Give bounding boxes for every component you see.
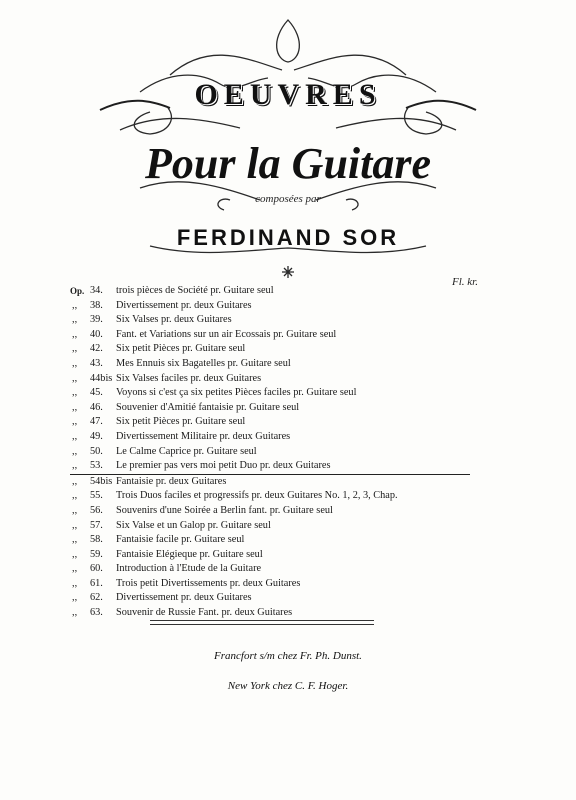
catalogue-entry: [70, 415, 470, 430]
catalogue-entry: [70, 489, 470, 504]
work-entry-title: Mes Ennuis six Bagatelles pr. Guitare seul: [116, 357, 291, 369]
catalogue-entry: [70, 548, 470, 563]
price-mark: Fl. kr.: [452, 276, 478, 288]
ditto-marker: ,,: [72, 430, 78, 442]
work-entry-title: Souvenier d'Amitié fantaisie pr. Guitare seul: [116, 401, 300, 413]
work-entry-title: Six Valse et un Galop pr. Guitare seul: [116, 519, 271, 531]
opus-number: 59.: [90, 548, 103, 560]
work-entry-title: Six Valses pr. deux Guitares: [116, 314, 232, 326]
catalogue-entry: [70, 342, 470, 357]
opus-number: 60.: [90, 563, 103, 575]
opus-number: 47.: [90, 416, 103, 428]
ditto-marker: ,,: [72, 357, 78, 369]
catalogue-entry: [70, 328, 470, 343]
work-entry-title: Trois Duos faciles et progressifs pr. deux Guitares No. 1, 2, 3, Chap.: [116, 490, 398, 502]
ditto-marker: ,,: [72, 343, 78, 355]
ditto-marker: ,,: [72, 401, 78, 413]
ditto-marker: ,,: [72, 328, 78, 340]
opus-number: 39.: [90, 314, 103, 326]
opus-number: 45.: [90, 387, 103, 399]
work-entry-title: Le premier pas vers moi petit Duo pr. deux Guitares: [116, 460, 331, 472]
catalogue-entry: [70, 504, 470, 519]
work-entry-title: Divertissement pr. deux Guitares: [116, 299, 252, 311]
catalogue-entry: [70, 372, 470, 387]
ditto-marker: ,,: [72, 314, 78, 326]
catalogue-entry: [70, 577, 470, 592]
ditto-marker: ,,: [72, 548, 78, 560]
ditto-marker: ,,: [72, 592, 78, 604]
ditto-marker: ,,: [72, 372, 78, 384]
opus-number: 58.: [90, 534, 103, 546]
opus-number: 62.: [90, 592, 103, 604]
ditto-marker: ,,: [72, 563, 78, 575]
composed-by-label: composées par: [255, 193, 321, 205]
catalogue-entry: [70, 357, 470, 372]
publisher-new-york: New York chez C. F. Hoger.: [227, 680, 349, 692]
work-entry-title: trois pièces de Société pr. Guitare seul: [116, 285, 274, 296]
catalogue-entry: [70, 299, 470, 314]
ditto-marker: ,,: [72, 504, 78, 516]
work-entry-title: Six petit Pièces pr. Guitare seul: [116, 343, 246, 355]
catalogue-entry: [70, 533, 470, 548]
ditto-marker: ,,: [72, 534, 78, 546]
divider-rule: [150, 620, 374, 621]
ditto-marker: ,,: [72, 577, 78, 589]
catalogue-entry: [70, 430, 470, 445]
work-entry-title: Souvenirs d'une Soirée a Berlin fant. pr. Guitare seul: [116, 504, 333, 516]
opus-number: 44bis: [90, 372, 113, 384]
publisher-frankfurt: Francfort s/m chez Fr. Ph. Dunst.: [214, 650, 362, 662]
work-entry-title: Fantaisie Elégieque pr. Guitare seul: [116, 548, 263, 560]
catalogue-entry: [70, 475, 470, 490]
work-entry-title: Voyons si c'est ça six petites Pièces faciles pr. Guitare seul: [116, 387, 357, 399]
catalogue-entry: [70, 606, 470, 621]
ditto-marker: ,,: [72, 519, 78, 531]
opus-number: 55.: [90, 490, 103, 502]
ditto-marker: ,,: [72, 475, 78, 487]
opus-number: 34.: [90, 285, 103, 296]
catalogue-entry: [70, 591, 470, 606]
work-entry-title: Six Valses faciles pr. deux Guitares: [116, 372, 262, 384]
composer-name: FERDINAND SOR: [176, 225, 400, 250]
catalogue-entry: [70, 284, 470, 299]
work-entry-title: Divertissement pr. deux Guitares: [116, 592, 252, 604]
opus-marker: Op.: [70, 286, 85, 296]
ditto-marker: ,,: [72, 445, 78, 457]
catalogue-entry: [70, 401, 470, 416]
catalogue-entry: [70, 519, 470, 534]
ditto-marker: ,,: [72, 387, 78, 399]
ditto-marker: ,,: [72, 607, 78, 619]
opus-number: 56.: [90, 504, 103, 516]
work-entry-title: Divertissement Militaire pr. deux Guitares: [116, 430, 291, 442]
work-entry-title: Fantaisie facile pr. Guitare seul: [116, 534, 245, 546]
work-title: OEUVRES: [194, 78, 382, 111]
opus-number: 46.: [90, 401, 103, 413]
work-entry-title: Fant. et Variations sur un air Ecossais pr. Guitare seul: [116, 328, 337, 340]
opus-number: 54bis: [90, 475, 113, 487]
opus-number: 49.: [90, 430, 103, 442]
opus-number: 40.: [90, 328, 103, 340]
ditto-marker: ,,: [72, 490, 78, 502]
ditto-marker: ,,: [72, 460, 78, 472]
work-subtitle: Pour la Guitare: [144, 139, 432, 188]
opus-number: 61.: [90, 577, 103, 589]
catalogue-entry: [70, 459, 470, 475]
opus-number: 57.: [90, 519, 103, 531]
work-entry-title: Fantaisie pr. deux Guitares: [116, 475, 227, 487]
work-entry-title: Introduction à l'Etude de la Guitare: [116, 563, 262, 575]
work-entry-title: Le Calme Caprice pr. Guitare seul: [116, 445, 257, 457]
catalogue-entry: [70, 313, 470, 328]
divider-rule: [150, 624, 374, 625]
work-entry-title: Six petit Pièces pr. Guitare seul: [116, 416, 246, 428]
work-entry-title: Souvenir de Russie Fant. pr. deux Guitares: [116, 607, 293, 619]
opus-number: 50.: [90, 445, 103, 457]
ditto-marker: ,,: [72, 299, 78, 311]
opus-number: 63.: [90, 607, 103, 619]
catalogue-list: [70, 284, 470, 621]
opus-number: 53.: [90, 460, 103, 472]
catalogue-entry: [70, 445, 470, 460]
work-entry-title: Trois petit Divertissements pr. deux Guitares: [116, 577, 301, 589]
catalogue-entry: [70, 562, 470, 577]
catalogue-entry: [70, 386, 470, 401]
opus-number: 43.: [90, 357, 103, 369]
opus-number: 38.: [90, 299, 103, 311]
opus-number: 42.: [90, 343, 103, 355]
ditto-marker: ,,: [72, 416, 78, 428]
